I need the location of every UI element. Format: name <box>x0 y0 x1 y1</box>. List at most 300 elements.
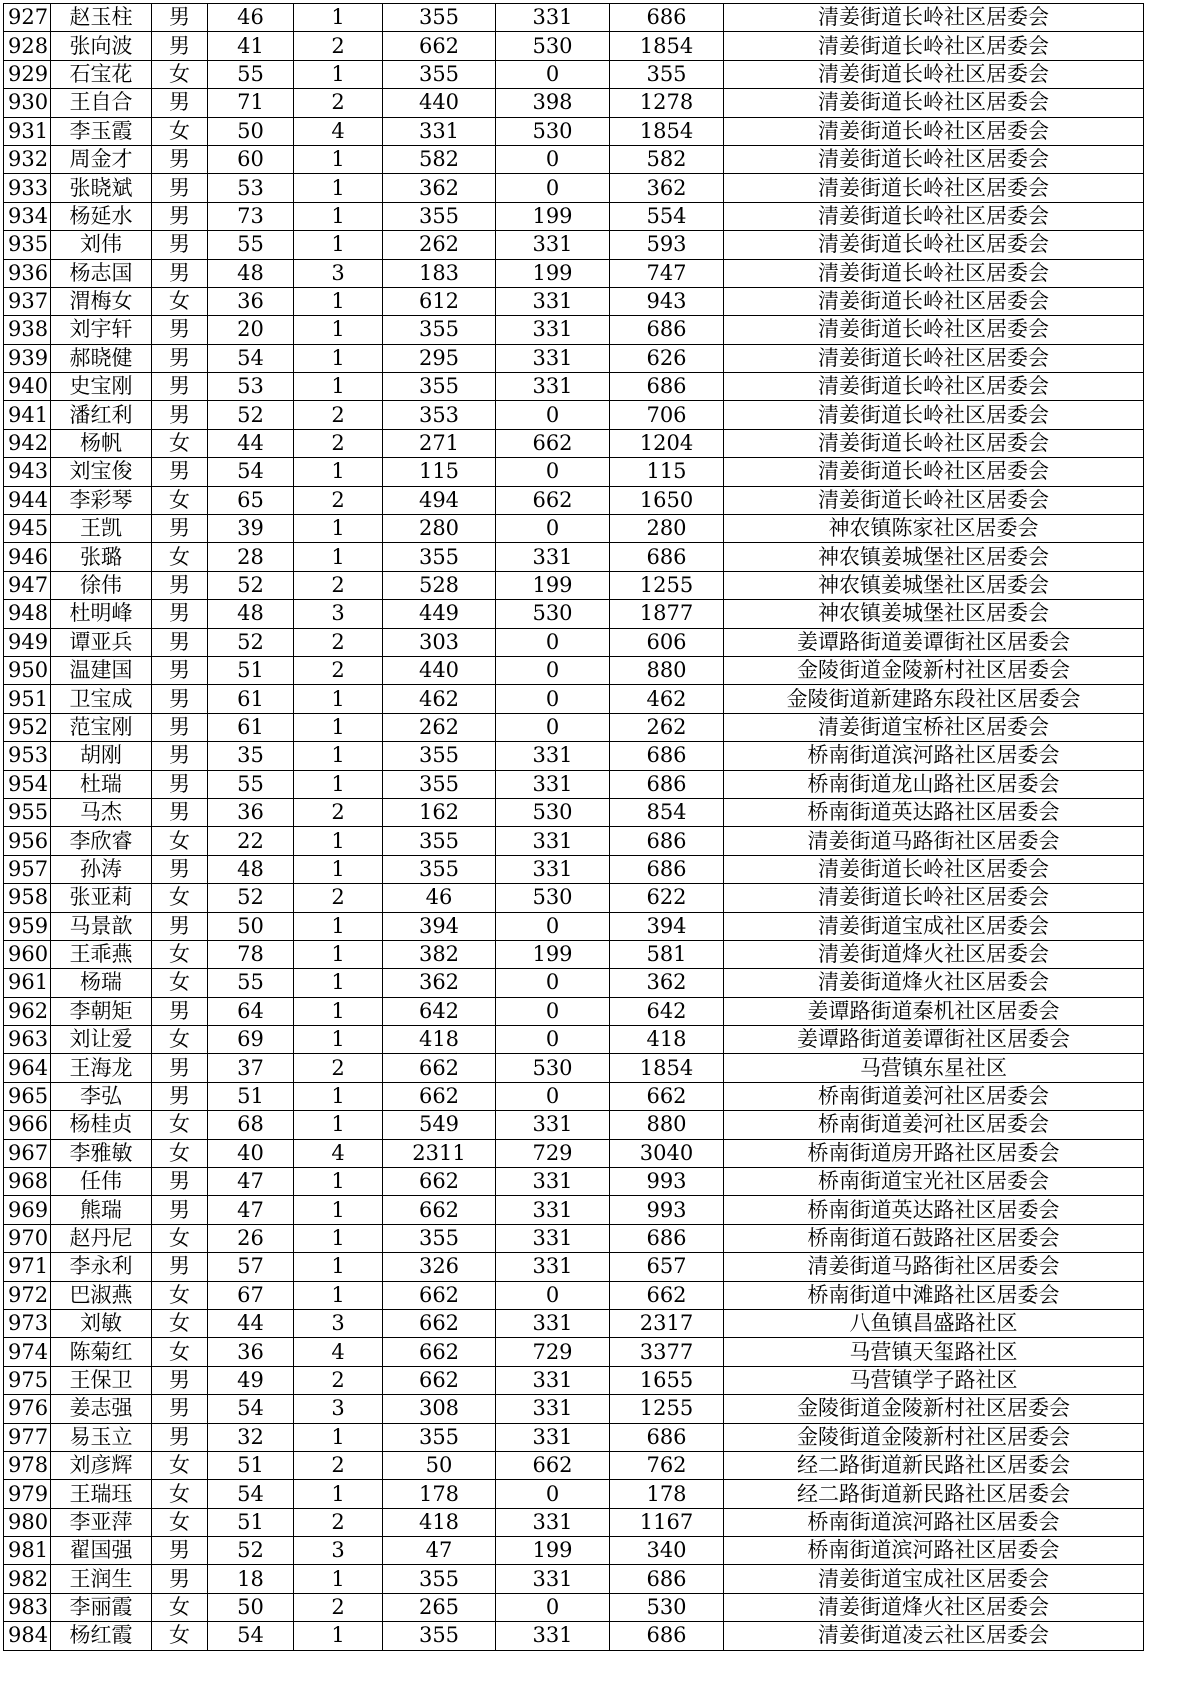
gender-cell: 男 <box>152 1082 208 1110</box>
household-size-cell: 1 <box>294 1622 383 1650</box>
age-cell: 55 <box>208 770 294 798</box>
amount-a-cell: 612 <box>383 287 496 315</box>
amount-a-cell: 2311 <box>383 1139 496 1167</box>
gender-cell: 女 <box>152 1338 208 1366</box>
community-cell: 桥南街道滨河路社区居委会 <box>724 1508 1144 1536</box>
table-row <box>4 89 1144 117</box>
total-cell: 606 <box>610 628 724 656</box>
name-cell: 李弘 <box>51 1082 152 1110</box>
name-cell: 刘让爱 <box>51 1026 152 1054</box>
table-row <box>4 1622 1144 1650</box>
name-cell: 姜志强 <box>51 1395 152 1423</box>
total-cell: 418 <box>610 1026 724 1054</box>
table-row <box>4 231 1144 259</box>
amount-a-cell: 662 <box>383 1309 496 1337</box>
name-cell: 徐伟 <box>51 571 152 599</box>
age-cell: 48 <box>208 600 294 628</box>
total-cell: 686 <box>610 1224 724 1252</box>
household-size-cell: 1 <box>294 1082 383 1110</box>
gender-cell: 男 <box>152 1537 208 1565</box>
row-number: 976 <box>4 1395 51 1423</box>
amount-a-cell: 662 <box>383 32 496 60</box>
table-row <box>4 798 1144 826</box>
age-cell: 57 <box>208 1253 294 1281</box>
name-cell: 石宝花 <box>51 60 152 88</box>
age-cell: 44 <box>208 429 294 457</box>
community-cell: 桥南街道龙山路社区居委会 <box>724 770 1144 798</box>
gender-cell: 女 <box>152 1480 208 1508</box>
row-number: 937 <box>4 287 51 315</box>
community-cell: 桥南街道英达路社区居委会 <box>724 1196 1144 1224</box>
table-row <box>4 997 1144 1025</box>
total-cell: 1278 <box>610 89 724 117</box>
gender-cell: 男 <box>152 89 208 117</box>
amount-b-cell: 331 <box>496 1168 610 1196</box>
household-size-cell: 1 <box>294 1026 383 1054</box>
household-size-cell: 1 <box>294 1253 383 1281</box>
household-size-cell: 1 <box>294 373 383 401</box>
row-number: 960 <box>4 940 51 968</box>
row-number: 935 <box>4 231 51 259</box>
table-row <box>4 1253 1144 1281</box>
amount-a-cell: 295 <box>383 344 496 372</box>
row-number: 948 <box>4 600 51 628</box>
community-cell: 清姜街道宝成社区居委会 <box>724 912 1144 940</box>
amount-a-cell: 418 <box>383 1508 496 1536</box>
amount-a-cell: 183 <box>383 259 496 287</box>
household-size-cell: 2 <box>294 798 383 826</box>
total-cell: 1655 <box>610 1366 724 1394</box>
amount-b-cell: 331 <box>496 1366 610 1394</box>
amount-b-cell: 331 <box>496 1423 610 1451</box>
row-number: 957 <box>4 855 51 883</box>
amount-b-cell: 331 <box>496 1508 610 1536</box>
age-cell: 26 <box>208 1224 294 1252</box>
row-number: 934 <box>4 202 51 230</box>
amount-b-cell: 398 <box>496 89 610 117</box>
table-row <box>4 1026 1144 1054</box>
table-row <box>4 373 1144 401</box>
table-row <box>4 1309 1144 1337</box>
amount-b-cell: 199 <box>496 940 610 968</box>
age-cell: 41 <box>208 32 294 60</box>
gender-cell: 男 <box>152 1253 208 1281</box>
row-number: 944 <box>4 486 51 514</box>
name-cell: 王润生 <box>51 1565 152 1593</box>
amount-b-cell: 331 <box>496 231 610 259</box>
gender-cell: 男 <box>152 174 208 202</box>
table-row <box>4 344 1144 372</box>
row-number: 961 <box>4 969 51 997</box>
name-cell: 李朝矩 <box>51 997 152 1025</box>
household-size-cell: 3 <box>294 259 383 287</box>
row-number: 939 <box>4 344 51 372</box>
row-number: 969 <box>4 1196 51 1224</box>
row-number: 949 <box>4 628 51 656</box>
community-cell: 神农镇姜城堡社区居委会 <box>724 600 1144 628</box>
gender-cell: 男 <box>152 912 208 940</box>
amount-a-cell: 303 <box>383 628 496 656</box>
household-size-cell: 1 <box>294 969 383 997</box>
amount-b-cell: 0 <box>496 1281 610 1309</box>
age-cell: 54 <box>208 1480 294 1508</box>
age-cell: 37 <box>208 1054 294 1082</box>
amount-a-cell: 440 <box>383 89 496 117</box>
total-cell: 686 <box>610 1622 724 1650</box>
name-cell: 李永利 <box>51 1253 152 1281</box>
row-number: 946 <box>4 543 51 571</box>
household-size-cell: 1 <box>294 855 383 883</box>
age-cell: 44 <box>208 1309 294 1337</box>
table-row <box>4 855 1144 883</box>
household-size-cell: 1 <box>294 1480 383 1508</box>
total-cell: 686 <box>610 316 724 344</box>
amount-a-cell: 362 <box>383 969 496 997</box>
table-row <box>4 571 1144 599</box>
name-cell: 周金才 <box>51 145 152 173</box>
amount-b-cell: 662 <box>496 429 610 457</box>
household-size-cell: 1 <box>294 287 383 315</box>
amount-b-cell: 530 <box>496 1054 610 1082</box>
amount-b-cell: 0 <box>496 515 610 543</box>
name-cell: 刘伟 <box>51 231 152 259</box>
community-cell: 桥南街道滨河路社区居委会 <box>724 742 1144 770</box>
amount-b-cell: 331 <box>496 4 610 32</box>
household-size-cell: 1 <box>294 174 383 202</box>
gender-cell: 女 <box>152 1026 208 1054</box>
total-cell: 622 <box>610 884 724 912</box>
age-cell: 55 <box>208 231 294 259</box>
amount-a-cell: 115 <box>383 458 496 486</box>
table-row <box>4 770 1144 798</box>
age-cell: 36 <box>208 1338 294 1366</box>
amount-a-cell: 549 <box>383 1111 496 1139</box>
amount-b-cell: 0 <box>496 401 610 429</box>
gender-cell: 男 <box>152 1423 208 1451</box>
name-cell: 张晓斌 <box>51 174 152 202</box>
total-cell: 280 <box>610 515 724 543</box>
community-cell: 清姜街道长岭社区居委会 <box>724 259 1144 287</box>
age-cell: 51 <box>208 1082 294 1110</box>
household-size-cell: 2 <box>294 656 383 684</box>
community-cell: 清姜街道长岭社区居委会 <box>724 287 1144 315</box>
amount-a-cell: 355 <box>383 373 496 401</box>
age-cell: 36 <box>208 798 294 826</box>
name-cell: 杨瑞 <box>51 969 152 997</box>
age-cell: 51 <box>208 1451 294 1479</box>
row-number: 928 <box>4 32 51 60</box>
gender-cell: 男 <box>152 770 208 798</box>
table-row <box>4 912 1144 940</box>
amount-a-cell: 47 <box>383 1537 496 1565</box>
amount-b-cell: 0 <box>496 656 610 684</box>
name-cell: 李亚萍 <box>51 1508 152 1536</box>
amount-b-cell: 331 <box>496 827 610 855</box>
household-size-cell: 3 <box>294 1395 383 1423</box>
amount-b-cell: 530 <box>496 884 610 912</box>
total-cell: 626 <box>610 344 724 372</box>
gender-cell: 男 <box>152 713 208 741</box>
name-cell: 巴淑燕 <box>51 1281 152 1309</box>
gender-cell: 男 <box>152 1168 208 1196</box>
gender-cell: 女 <box>152 969 208 997</box>
amount-a-cell: 355 <box>383 855 496 883</box>
gender-cell: 男 <box>152 571 208 599</box>
gender-cell: 男 <box>152 202 208 230</box>
total-cell: 993 <box>610 1196 724 1224</box>
name-cell: 刘宝俊 <box>51 458 152 486</box>
name-cell: 温建国 <box>51 656 152 684</box>
total-cell: 115 <box>610 458 724 486</box>
amount-a-cell: 355 <box>383 4 496 32</box>
age-cell: 67 <box>208 1281 294 1309</box>
row-number: 978 <box>4 1451 51 1479</box>
name-cell: 谭亚兵 <box>51 628 152 656</box>
community-cell: 清姜街道长岭社区居委会 <box>724 32 1144 60</box>
gender-cell: 男 <box>152 458 208 486</box>
table-row <box>4 259 1144 287</box>
community-cell: 神农镇陈家社区居委会 <box>724 515 1144 543</box>
total-cell: 1650 <box>610 486 724 514</box>
total-cell: 1854 <box>610 32 724 60</box>
amount-b-cell: 331 <box>496 770 610 798</box>
amount-a-cell: 331 <box>383 117 496 145</box>
age-cell: 32 <box>208 1423 294 1451</box>
row-number: 963 <box>4 1026 51 1054</box>
community-cell: 清姜街道长岭社区居委会 <box>724 231 1144 259</box>
total-cell: 854 <box>610 798 724 826</box>
name-cell: 刘宇轩 <box>51 316 152 344</box>
age-cell: 54 <box>208 344 294 372</box>
amount-b-cell: 0 <box>496 685 610 713</box>
total-cell: 178 <box>610 1480 724 1508</box>
community-cell: 清姜街道长岭社区居委会 <box>724 486 1144 514</box>
amount-a-cell: 355 <box>383 202 496 230</box>
household-size-cell: 1 <box>294 912 383 940</box>
household-size-cell: 2 <box>294 429 383 457</box>
community-cell: 清姜街道烽火社区居委会 <box>724 1593 1144 1621</box>
amount-a-cell: 662 <box>383 1054 496 1082</box>
gender-cell: 女 <box>152 429 208 457</box>
name-cell: 杜明峰 <box>51 600 152 628</box>
total-cell: 581 <box>610 940 724 968</box>
age-cell: 48 <box>208 855 294 883</box>
row-number: 968 <box>4 1168 51 1196</box>
amount-a-cell: 662 <box>383 1168 496 1196</box>
gender-cell: 男 <box>152 316 208 344</box>
name-cell: 李欣睿 <box>51 827 152 855</box>
household-size-cell: 1 <box>294 202 383 230</box>
gender-cell: 女 <box>152 117 208 145</box>
gender-cell: 男 <box>152 1366 208 1394</box>
total-cell: 880 <box>610 1111 724 1139</box>
name-cell: 杨帆 <box>51 429 152 457</box>
total-cell: 686 <box>610 4 724 32</box>
total-cell: 762 <box>610 1451 724 1479</box>
row-number: 950 <box>4 656 51 684</box>
row-number: 930 <box>4 89 51 117</box>
name-cell: 王凯 <box>51 515 152 543</box>
gender-cell: 女 <box>152 884 208 912</box>
household-size-cell: 1 <box>294 515 383 543</box>
community-cell: 八鱼镇昌盛路社区 <box>724 1309 1144 1337</box>
amount-b-cell: 331 <box>496 1622 610 1650</box>
total-cell: 1854 <box>610 1054 724 1082</box>
row-number: 929 <box>4 60 51 88</box>
amount-a-cell: 582 <box>383 145 496 173</box>
household-size-cell: 1 <box>294 1196 383 1224</box>
amount-a-cell: 662 <box>383 1196 496 1224</box>
name-cell: 胡刚 <box>51 742 152 770</box>
gender-cell: 男 <box>152 685 208 713</box>
table-row <box>4 1593 1144 1621</box>
amount-a-cell: 362 <box>383 174 496 202</box>
community-cell: 神农镇姜城堡社区居委会 <box>724 571 1144 599</box>
table-row <box>4 202 1144 230</box>
gender-cell: 男 <box>152 1565 208 1593</box>
gender-cell: 男 <box>152 344 208 372</box>
amount-a-cell: 382 <box>383 940 496 968</box>
household-size-cell: 3 <box>294 1537 383 1565</box>
row-number: 955 <box>4 798 51 826</box>
community-cell: 清姜街道长岭社区居委会 <box>724 344 1144 372</box>
household-size-cell: 1 <box>294 458 383 486</box>
name-cell: 杜瑞 <box>51 770 152 798</box>
gender-cell: 男 <box>152 600 208 628</box>
gender-cell: 男 <box>152 259 208 287</box>
amount-b-cell: 331 <box>496 373 610 401</box>
amount-a-cell: 262 <box>383 231 496 259</box>
table-row <box>4 713 1144 741</box>
amount-b-cell: 331 <box>496 316 610 344</box>
table-row <box>4 940 1144 968</box>
amount-b-cell: 331 <box>496 1224 610 1252</box>
total-cell: 262 <box>610 713 724 741</box>
gender-cell: 女 <box>152 827 208 855</box>
amount-a-cell: 355 <box>383 543 496 571</box>
community-cell: 清姜街道长岭社区居委会 <box>724 458 1144 486</box>
table-row <box>4 1111 1144 1139</box>
row-number: 942 <box>4 429 51 457</box>
table-row <box>4 145 1144 173</box>
name-cell: 熊瑞 <box>51 1196 152 1224</box>
household-size-cell: 2 <box>294 486 383 514</box>
table-row <box>4 628 1144 656</box>
amount-b-cell: 331 <box>496 1253 610 1281</box>
age-cell: 52 <box>208 884 294 912</box>
amount-a-cell: 355 <box>383 770 496 798</box>
amount-a-cell: 353 <box>383 401 496 429</box>
community-cell: 马营镇天玺路社区 <box>724 1338 1144 1366</box>
gender-cell: 男 <box>152 515 208 543</box>
gender-cell: 男 <box>152 742 208 770</box>
row-number: 940 <box>4 373 51 401</box>
name-cell: 杨志国 <box>51 259 152 287</box>
name-cell: 李彩琴 <box>51 486 152 514</box>
age-cell: 48 <box>208 259 294 287</box>
community-cell: 清姜街道长岭社区居委会 <box>724 884 1144 912</box>
name-cell: 卫宝成 <box>51 685 152 713</box>
age-cell: 50 <box>208 912 294 940</box>
age-cell: 50 <box>208 117 294 145</box>
total-cell: 686 <box>610 827 724 855</box>
amount-b-cell: 331 <box>496 344 610 372</box>
row-number: 979 <box>4 1480 51 1508</box>
community-cell: 清姜街道马路街社区居委会 <box>724 1253 1144 1281</box>
gender-cell: 女 <box>152 1224 208 1252</box>
age-cell: 52 <box>208 571 294 599</box>
gender-cell: 女 <box>152 1508 208 1536</box>
gender-cell: 女 <box>152 486 208 514</box>
community-cell: 桥南街道石鼓路社区居委会 <box>724 1224 1144 1252</box>
total-cell: 582 <box>610 145 724 173</box>
row-number: 951 <box>4 685 51 713</box>
row-number: 973 <box>4 1309 51 1337</box>
household-size-cell: 2 <box>294 1451 383 1479</box>
household-size-cell: 1 <box>294 742 383 770</box>
community-cell: 桥南街道姜河社区居委会 <box>724 1111 1144 1139</box>
total-cell: 355 <box>610 60 724 88</box>
total-cell: 657 <box>610 1253 724 1281</box>
household-size-cell: 2 <box>294 1508 383 1536</box>
row-number: 943 <box>4 458 51 486</box>
community-cell: 金陵街道金陵新村社区居委会 <box>724 1395 1144 1423</box>
table-row <box>4 1281 1144 1309</box>
table-row <box>4 4 1144 32</box>
age-cell: 64 <box>208 997 294 1025</box>
table-row <box>4 429 1144 457</box>
total-cell: 686 <box>610 1565 724 1593</box>
name-cell: 刘敏 <box>51 1309 152 1337</box>
table-row <box>4 1139 1144 1167</box>
community-cell: 姜谭路街道姜谭街社区居委会 <box>724 628 1144 656</box>
age-cell: 61 <box>208 685 294 713</box>
age-cell: 61 <box>208 713 294 741</box>
household-size-cell: 2 <box>294 884 383 912</box>
community-cell: 清姜街道宝成社区居委会 <box>724 1565 1144 1593</box>
age-cell: 18 <box>208 1565 294 1593</box>
household-size-cell: 1 <box>294 940 383 968</box>
community-cell: 清姜街道长岭社区居委会 <box>724 89 1144 117</box>
table-row <box>4 600 1144 628</box>
table-row <box>4 401 1144 429</box>
community-cell: 清姜街道长岭社区居委会 <box>724 117 1144 145</box>
row-number: 933 <box>4 174 51 202</box>
table-row <box>4 486 1144 514</box>
age-cell: 47 <box>208 1168 294 1196</box>
age-cell: 55 <box>208 969 294 997</box>
amount-a-cell: 449 <box>383 600 496 628</box>
household-size-cell: 1 <box>294 231 383 259</box>
table-row <box>4 543 1144 571</box>
household-size-cell: 4 <box>294 1338 383 1366</box>
table-row <box>4 685 1144 713</box>
household-size-cell: 1 <box>294 316 383 344</box>
community-cell: 清姜街道凌云社区居委会 <box>724 1622 1144 1650</box>
name-cell: 易玉立 <box>51 1423 152 1451</box>
community-cell: 清姜街道宝桥社区居委会 <box>724 713 1144 741</box>
amount-a-cell: 662 <box>383 1338 496 1366</box>
community-cell: 清姜街道长岭社区居委会 <box>724 202 1144 230</box>
total-cell: 530 <box>610 1593 724 1621</box>
row-number: 958 <box>4 884 51 912</box>
table-row <box>4 117 1144 145</box>
amount-b-cell: 0 <box>496 145 610 173</box>
amount-a-cell: 642 <box>383 997 496 1025</box>
household-size-cell: 2 <box>294 401 383 429</box>
amount-a-cell: 494 <box>383 486 496 514</box>
amount-b-cell: 0 <box>496 713 610 741</box>
